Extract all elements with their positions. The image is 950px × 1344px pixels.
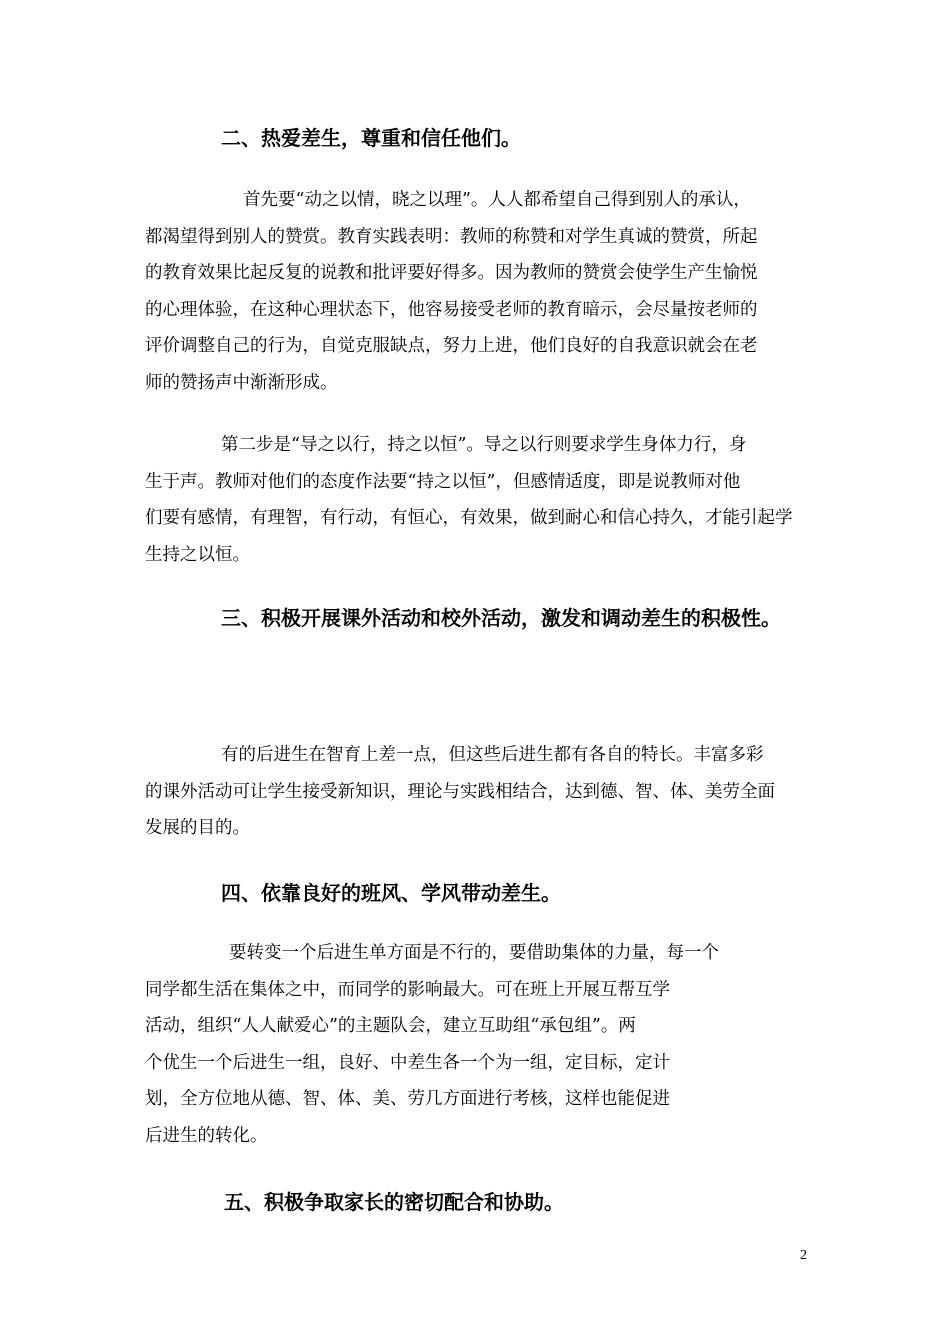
paragraph-class-spirit (145, 935, 725, 1154)
section-heading-4: 四、依靠良好的班风、学风带动差生。 (221, 881, 561, 905)
paragraph-activities (145, 737, 807, 847)
text-line: 个优生一个后进生一组，良好、中差生各一个为一组，定目标，定计 (145, 1052, 670, 1073)
text-line: 评价调整自己的行为，自觉克服缺点，努力上进，他们良好的自我意识就会在老 (145, 336, 758, 356)
text-line: 活动，组织“人人献爱心”的主题队会，建立互助组“承包组”。两 (145, 1016, 636, 1036)
text-line: 有的后进生在智育上差一点，但这些后进生都有各自的特长。丰富多彩 (221, 745, 764, 765)
section-heading-3: 三、积极开展课外活动和校外活动，激发和调动差生的积极性。 (221, 606, 781, 630)
text-line: 后进生的转化。 (145, 1125, 268, 1146)
section-heading-2: 二、热爱差生，尊重和信任他们。 (221, 126, 521, 150)
paragraph-persistence (145, 427, 807, 573)
text-line: 的教育效果比起反复的说教和批评要好得多。因为教师的赞赏会使学生产生愉悦 (145, 263, 758, 283)
text-line: 都渴望得到别人的赞赏。教育实践表明：教师的称赞和对学生真诚的赞赏，所起 (145, 226, 758, 247)
text-line: 生于声。教师对他们的态度作法要“持之以恒”，但感情适度，即是说教师对他 (145, 471, 741, 492)
text-line: 师的赞扬声中渐渐形成。 (145, 372, 338, 393)
text-line: 生持之以恒。 (145, 544, 250, 565)
text-line: 划，全方位地从德、智、体、美、劳几方面进行考核，这样也能促进 (145, 1089, 670, 1109)
text-line: 同学都生活在集体之中，而同学的影响最大。可在班上开展互帮互学 (145, 979, 670, 1000)
text-line: 要转变一个后进生单方面是不行的，要借助集体的力量，每一个 (229, 943, 719, 963)
text-line: 第二步是“导之以行，持之以恒”。导之以行则要求学生身体力行，身 (221, 435, 747, 455)
text-line: 的课外活动可让学生接受新知识，理论与实践相结合，达到德、智、体、美劳全面 (145, 781, 775, 802)
text-line: 的心理体验，在这种心理状态下，他容易接受老师的教育暗示，会尽量按老师的 (145, 299, 758, 320)
text-line: 首先要“动之以情，晓之以理”。人人都希望自己得到别人的承认， (243, 190, 751, 210)
text-line: 发展的目的。 (145, 818, 250, 838)
text-line: 们要有感情，有理智，有行动，有恒心，有效果，做到耐心和信心持久，才能引起学 (145, 508, 793, 528)
page-number: 2 (800, 1248, 807, 1263)
paragraph-praise (145, 182, 807, 401)
section-heading-5: 五、积极争取家长的密切配合和协助。 (224, 1190, 564, 1214)
